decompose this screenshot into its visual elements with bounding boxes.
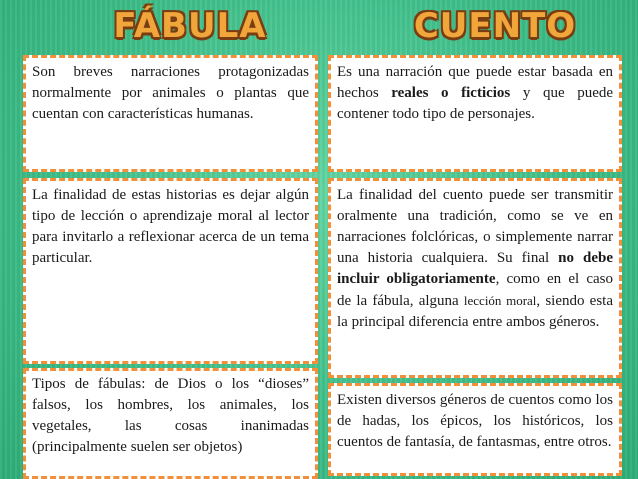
- cuento-definition-text-a: Es una narración que puede estar basada en hechos: [337, 64, 617, 101]
- cuento-purpose-box: [328, 178, 622, 378]
- fabula-purpose-box: [23, 178, 318, 364]
- cuento-title: CUENTO: [413, 6, 577, 46]
- cuento-definition-bold: reales o ficticios: [391, 85, 511, 101]
- cuento-definition-box: [328, 55, 622, 172]
- cuento-purpose-text-b: , como en el caso de la fábula, alguna: [337, 271, 617, 309]
- cuento-genres-box: [328, 383, 622, 476]
- cuento-purpose-text-a: La finalidad del cuento puede ser transmitir oralmente una tradición, como se ve en narraciones folclóricas, o simplemente narrar una historia cualquiera. Su final: [337, 187, 617, 266]
- fabula-types-text: Tipos de fábulas: de Dios o los “dioses” falsos, los hombres, los animales, los vegetales, las cosas inanimadas (principalmente suelen ser objetos): [32, 376, 313, 455]
- cuento-purpose-small: lección moral: [463, 293, 537, 308]
- cuento-purpose-text-c: , siendo esta la principal diferencia entre ambos géneros.: [337, 293, 617, 330]
- cuento-definition-text-b: y que puede contener todo tipo de personajes.: [337, 85, 617, 122]
- cuento-genres-text: Existen diversos géneros de cuentos como los de hadas, los épicos, los históricos, los cuentos de fantasía, de fantasmas, entre otros.: [337, 392, 617, 450]
- fabula-title: FÁBULA: [113, 6, 267, 46]
- fabula-types-box: [23, 368, 318, 479]
- fabula-definition-text: Son breves narraciones protagonizadas normalmente por animales o plantas que cuentan con características humanas.: [32, 64, 313, 122]
- fabula-definition-box: [23, 55, 318, 172]
- cuento-purpose-bold: no debe incluir obligatoriamente: [337, 250, 617, 287]
- fabula-purpose-text: La finalidad de estas historias es dejar algún tipo de lección o aprendizaje moral al lector para invitarlo a reflexionar acerca de un tema particular.: [32, 187, 313, 266]
